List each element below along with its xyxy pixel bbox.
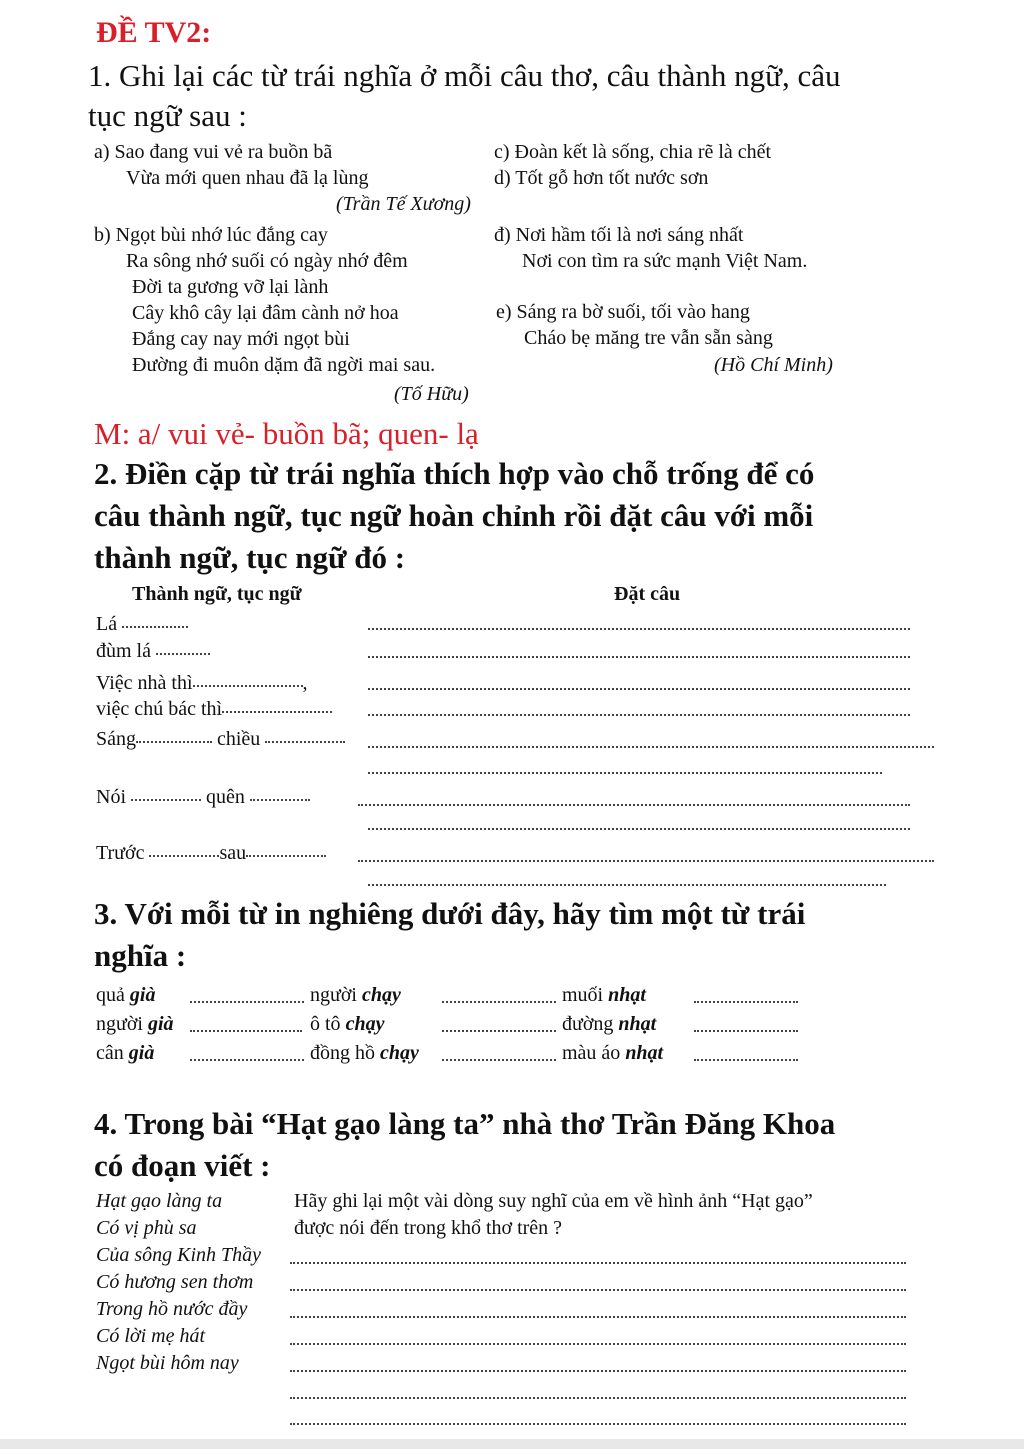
blank[interactable]: [149, 855, 219, 857]
answer-blank[interactable]: [190, 1001, 304, 1003]
answer-line[interactable]: [290, 1289, 906, 1291]
q2-row-4: việc chú bác thì: [96, 698, 332, 721]
q2-row-2: đùm lá: [96, 640, 210, 663]
blank[interactable]: [156, 653, 210, 655]
answer-line[interactable]: [368, 772, 882, 774]
poem-line-5: Trong hồ nước đầy: [96, 1298, 248, 1320]
q2-row-7: Trước sau: [96, 842, 326, 865]
q1-example: M: a/ vui vẻ- buồn bã; quen- lạ: [94, 416, 479, 451]
blank[interactable]: [136, 741, 212, 743]
q1-a-line1: a) Sao đang vui vẻ ra buồn bã: [94, 141, 333, 163]
q4-heading-line1: 4. Trong bài “Hạt gạo làng ta” nhà thơ Trần Đăng Khoa: [94, 1106, 836, 1141]
answer-line[interactable]: [368, 884, 886, 886]
q1-b-line5: Đắng cay nay mới ngọt bùi: [132, 328, 350, 350]
q1-b-line6: Đường đi muôn dặm đã ngời mai sau.: [132, 354, 436, 376]
q3-row-2-col-2: ô tô chạy: [310, 1013, 385, 1035]
blank[interactable]: [222, 711, 332, 713]
answer-line[interactable]: [368, 714, 910, 716]
page-title: ĐỀ TV2:: [96, 16, 212, 49]
q3-row-1-col-1: quả già: [96, 984, 156, 1006]
blank[interactable]: [193, 685, 303, 687]
q2-heading-line1: 2. Điền cặp từ trái nghĩa thích hợp vào chỗ trống để có: [94, 456, 815, 491]
q2-column-idiom: Thành ngữ, tục ngữ: [132, 583, 302, 605]
q3-heading-line1: 3. Với mỗi từ in nghiêng dưới đây, hãy tìm một từ trái: [94, 896, 806, 931]
answer-blank[interactable]: [190, 1030, 302, 1032]
blank[interactable]: [246, 855, 326, 857]
q1-d-line1: d) Tốt gỗ hơn tốt nước sơn: [494, 167, 709, 189]
answer-line[interactable]: [290, 1262, 906, 1264]
answer-line[interactable]: [368, 656, 910, 658]
q3-heading-line2: nghĩa :: [94, 938, 187, 973]
poem-line-6: Có lời mẹ hát: [96, 1325, 206, 1347]
poem-line-1: Hạt gạo làng ta: [96, 1190, 223, 1212]
q1-e-line2: Cháo bẹ măng tre vẫn sẵn sàng: [524, 327, 773, 349]
q3-row-1-col-2: người chạy: [310, 984, 401, 1006]
answer-line[interactable]: [290, 1397, 906, 1399]
answer-line[interactable]: [290, 1370, 906, 1372]
answer-line[interactable]: [358, 804, 910, 806]
poem-line-2: Có vị phù sa: [96, 1217, 197, 1239]
q2-row-3: Việc nhà thì ,: [96, 672, 308, 694]
blank[interactable]: [250, 799, 310, 801]
blank[interactable]: [131, 799, 201, 801]
answer-line[interactable]: [358, 860, 934, 862]
poem-line-7: Ngọt bùi hôm nay: [96, 1352, 239, 1374]
page-bottom-edge: [0, 1439, 1024, 1449]
poem-line-4: Có hương sen thơm: [96, 1271, 254, 1293]
q4-heading-line2: có đoạn viết :: [94, 1148, 271, 1183]
q1-c-line1: c) Đoàn kết là sống, chia rẽ là chết: [494, 141, 772, 163]
answer-blank[interactable]: [694, 1030, 798, 1032]
blank[interactable]: [265, 741, 345, 743]
q2-column-sentence: Đặt câu: [614, 583, 681, 605]
q2-row-6: Nói quên: [96, 786, 310, 809]
answer-blank[interactable]: [190, 1059, 304, 1061]
poem-line-3: Của sông Kinh Thầy: [96, 1244, 262, 1266]
q1-b-line4: Cây khô cây lại đâm cành nở hoa: [132, 302, 399, 324]
q1-b-line2: Ra sông nhớ suối có ngày nhớ đêm: [126, 250, 408, 272]
q1-heading-line2: tục ngữ sau :: [88, 98, 247, 133]
answer-line[interactable]: [368, 828, 910, 830]
answer-line[interactable]: [368, 628, 910, 630]
q4-prompt-line1: Hãy ghi lại một vài dòng suy nghĩ của em về hình ảnh “Hạt gạo”: [294, 1190, 813, 1212]
q1-b-line3: Đời ta gương vỡ lại lành: [132, 276, 329, 298]
answer-blank[interactable]: [442, 1059, 556, 1061]
q1-b-author: (Tố Hữu): [394, 383, 469, 405]
answer-line[interactable]: [290, 1316, 906, 1318]
q1-dd-line1: đ) Nơi hầm tối là nơi sáng nhất: [494, 224, 744, 246]
q3-row-3-col-3: màu áo nhạt: [562, 1042, 664, 1064]
answer-blank[interactable]: [694, 1001, 798, 1003]
answer-blank[interactable]: [442, 1030, 556, 1032]
q1-dd-line2: Nơi con tìm ra sức mạnh Việt Nam.: [522, 250, 808, 272]
q1-a-author: (Trần Tế Xương): [336, 193, 471, 215]
q4-prompt-line2: được nói đến trong khổ thơ trên ?: [294, 1217, 563, 1239]
answer-line[interactable]: [290, 1423, 906, 1425]
q1-e-line1: e) Sáng ra bờ suối, tối vào hang: [496, 301, 750, 323]
q1-a-line2: Vừa mới quen nhau đã lạ lùng: [126, 167, 369, 189]
q2-row-1: Lá: [96, 613, 188, 636]
q3-row-3-col-1: cân già: [96, 1042, 155, 1064]
q1-heading-line1: 1. Ghi lại các từ trái nghĩa ở mỗi câu thơ, câu thành ngữ, câu: [88, 58, 841, 93]
q3-row-3-col-2: đồng hồ chạy: [310, 1042, 419, 1064]
q3-row-2-col-3: đường nhạt: [562, 1013, 657, 1035]
q3-row-1-col-3: muối nhạt: [562, 984, 646, 1006]
q1-b-line1: b) Ngọt bùi nhớ lúc đắng cay: [94, 224, 328, 246]
answer-line[interactable]: [290, 1343, 906, 1345]
q2-heading-line3: thành ngữ, tục ngữ đó :: [94, 540, 406, 575]
answer-blank[interactable]: [442, 1001, 556, 1003]
answer-line[interactable]: [368, 688, 910, 690]
blank[interactable]: [122, 626, 188, 628]
q2-row-5: Sáng chiều: [96, 728, 345, 751]
q2-heading-line2: câu thành ngữ, tục ngữ hoàn chỉnh rồi đặt câu với mỗi: [94, 498, 814, 533]
q1-e-author: (Hồ Chí Minh): [714, 354, 833, 376]
q3-row-2-col-1: người già: [96, 1013, 174, 1035]
answer-blank[interactable]: [694, 1059, 798, 1061]
answer-line[interactable]: [368, 746, 934, 748]
